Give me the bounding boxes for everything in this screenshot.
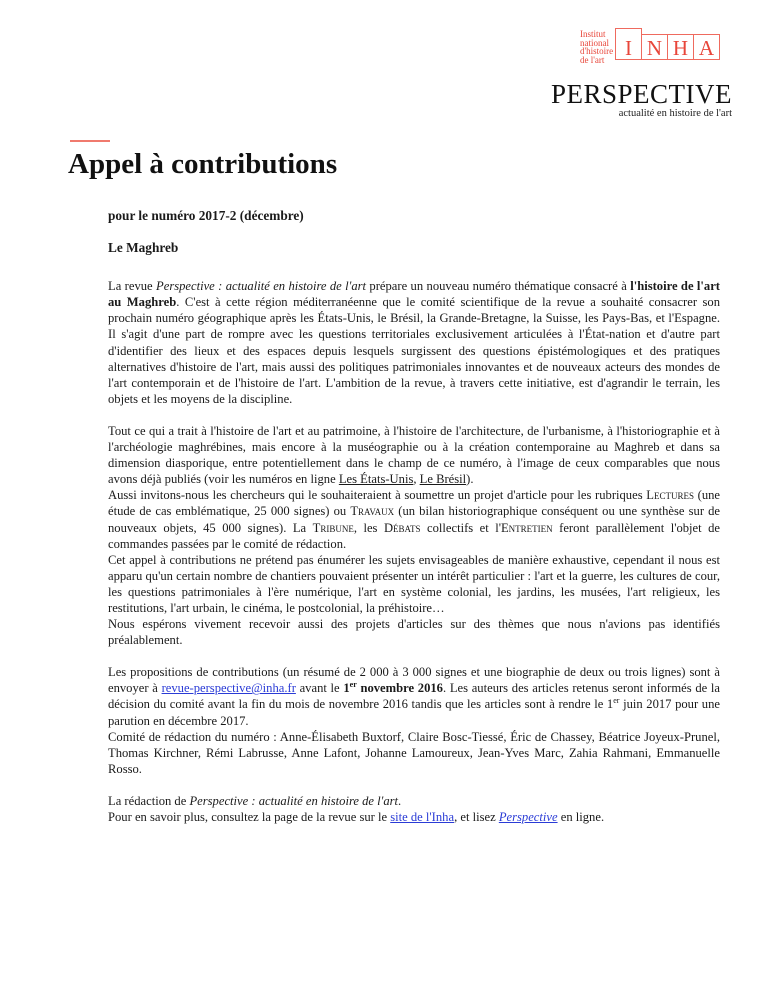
logo-letter-i: I <box>615 28 642 60</box>
text: La revue <box>108 279 157 294</box>
superscript: er <box>349 680 357 690</box>
text: , les <box>353 520 384 535</box>
text: . C'est à cette région méditerranéenne que le comité scientifique de la revue a souhaité consacrer son prochain numéro géographique après les États-Unis, le Brésil, la Grande-Bretagne, la Suisse, les Pays-Bas, et l'Espagne. Il s'agit d'une part de rompre avec les questions territoriales exclusivement articulées à l'État-nation et d'autre part d'identifier des lieux et des espaces depuis lesquels surgissent des questions épistémologiques et des pratiques alternatives d'histoire de l'art, mais aussi des politiques patrimoniales innovantes et de nouveaux acteurs des mondes de l'art contemporain et de l'histoire de l'art. L'ambition de la revue, à travers cette initiative, est d'agrandir le terrain, les objets et les moyens de la discipline. <box>108 295 721 406</box>
link-etats-unis[interactable]: Les États-Unis <box>338 472 414 487</box>
document-body <box>108 208 720 825</box>
rubrique-debats: Débats <box>383 520 421 535</box>
theme-heading: Le Maghreb <box>108 240 179 256</box>
paragraph-more-info <box>108 809 720 825</box>
superscript: er <box>613 696 620 706</box>
text: . <box>398 793 402 808</box>
text: . Les auteurs des articles retenus seront informés de la décision du comité avant la fin du mois de novembre 2016 tandis que les articles sont à rendre le 1 <box>108 681 721 712</box>
text: prépare un nouveau numéro thématique consacré à <box>366 279 631 294</box>
text: , et lisez <box>454 810 499 824</box>
institute-line: de l'art <box>580 54 605 65</box>
journal-title: PERSPECTIVE <box>550 79 732 109</box>
rubrique-entretien: Entretien <box>500 520 553 535</box>
text: juin 2017 pour une parution en décembre 2017. <box>108 697 720 728</box>
text: feront parallèlement l'objet de commandes passées par le comité de rédaction. <box>108 520 720 551</box>
text: Aussi invitons-nous les chercheurs qui le souhaiteraient à soumettre un projet d'article pour les rubriques <box>108 488 647 503</box>
text: La rédaction de <box>108 793 190 808</box>
inha-letter-boxes <box>615 34 720 60</box>
text: , <box>413 472 420 487</box>
text: novembre 2016 <box>356 681 443 696</box>
text: avant le <box>295 681 344 696</box>
text: Pour en savoir plus, consultez la page de la revue sur le <box>108 810 391 824</box>
institute-line: d'histoire <box>580 46 614 56</box>
text: (un bilan historiographique conséquent ou une synthèse sur de nouveaux objets, 45 000 signes). La <box>108 504 720 535</box>
link-perspective-online[interactable] <box>499 810 558 824</box>
journal-name: Perspective : actualité en histoire de l'art <box>156 279 367 294</box>
email-link[interactable]: revue-perspective@inha.fr <box>161 681 296 696</box>
page-title: Appel à contributions <box>68 148 338 180</box>
rubrique-travaux: Travaux <box>350 504 395 519</box>
institute-line: Institut <box>580 29 606 39</box>
logo-letter-n: N <box>641 34 668 60</box>
paragraph-scope <box>108 423 720 487</box>
text: Les propositions de contributions (un résumé de 2 000 à 3 000 signes et une biographie de deux ou trois lignes) sont à envoyer à <box>108 665 720 696</box>
accent-rule <box>70 140 110 142</box>
deadline <box>343 681 443 695</box>
link-inha-site[interactable]: site de l'Inha <box>390 810 455 824</box>
text: en ligne. <box>557 810 605 824</box>
text: ). <box>466 472 474 487</box>
paragraph-intro <box>108 278 720 407</box>
text: 1 <box>343 681 350 696</box>
issue-line: pour le numéro 2017-2 (décembre) <box>108 208 304 223</box>
journal-name: Perspective : actualité en histoire de l'art <box>189 793 399 808</box>
paragraph-signature <box>108 793 720 809</box>
text: collectifs et l' <box>420 520 501 535</box>
paragraph-themes: Cet appel à contributions ne prétend pas énumérer les sujets envisageables de manière exhaustive, cependant il nous est apparu qu'un certain nombre de chantiers pouvaient présenter un intérêt particulier : l'art et la guerre, les cultures de cour, les questions patrimoniales à l'ère numérique, l'art en système colonial, les jardins, les musées, l'art religieux, les restitutions, l'art urbain, le cinéma, le postcolonial, la préhistoire… <box>108 552 720 615</box>
theme-emphasis: l'histoire de l'art au Maghreb <box>108 279 720 310</box>
link-text: Perspective <box>498 810 558 824</box>
rubrique-tribune: Tribune <box>312 520 354 535</box>
text: Tout ce qui a trait à l'histoire de l'art et au patrimoine, à l'histoire de l'architecture, de l'urbanisme, à l'historiographie et à l'archéologie maghrébines, mais encore à la muséographie ou à la création contemporaine au Maghreb et dans sa dimension diasporique, entre potentiellement dans le champ de ce numéro, à l'image de ceux comparables que nous avons déjà publiés (voir les numéros en ligne <box>108 423 720 487</box>
paragraph-submission <box>108 664 720 728</box>
logo-letter-h: H <box>667 34 694 60</box>
text: (une étude de cas emblématique, 25 000 signes) ou <box>108 488 720 519</box>
link-bresil[interactable]: Le Brésil <box>419 472 467 487</box>
paragraph-other-themes: Nous espérons vivement recevoir aussi des projets d'articles sur des thèmes que nous n'avions pas identifiés préalablement. <box>108 617 720 648</box>
paragraph-committee: Comité de rédaction du numéro : Anne-Élisabeth Buxtorf, Claire Bosc-Tiessé, Éric de Chassey, Béatrice Joyeux-Prunel, Thomas Kirchner, Rémi Labrusse, Anne Lafont, Johanne Lamoureux, Jean-Yves Marc, Zahia Rahmani, Emmanuelle Rosso. <box>108 729 720 776</box>
inha-logo <box>580 29 740 65</box>
paragraph-rubriques <box>108 487 720 551</box>
institute-name <box>580 30 613 64</box>
logo-letter-a: A <box>693 34 720 60</box>
rubrique-lectures: Lectures <box>646 488 694 503</box>
journal-subtitle: actualité en histoire de l'art <box>618 108 732 119</box>
institute-line: national <box>580 37 609 48</box>
